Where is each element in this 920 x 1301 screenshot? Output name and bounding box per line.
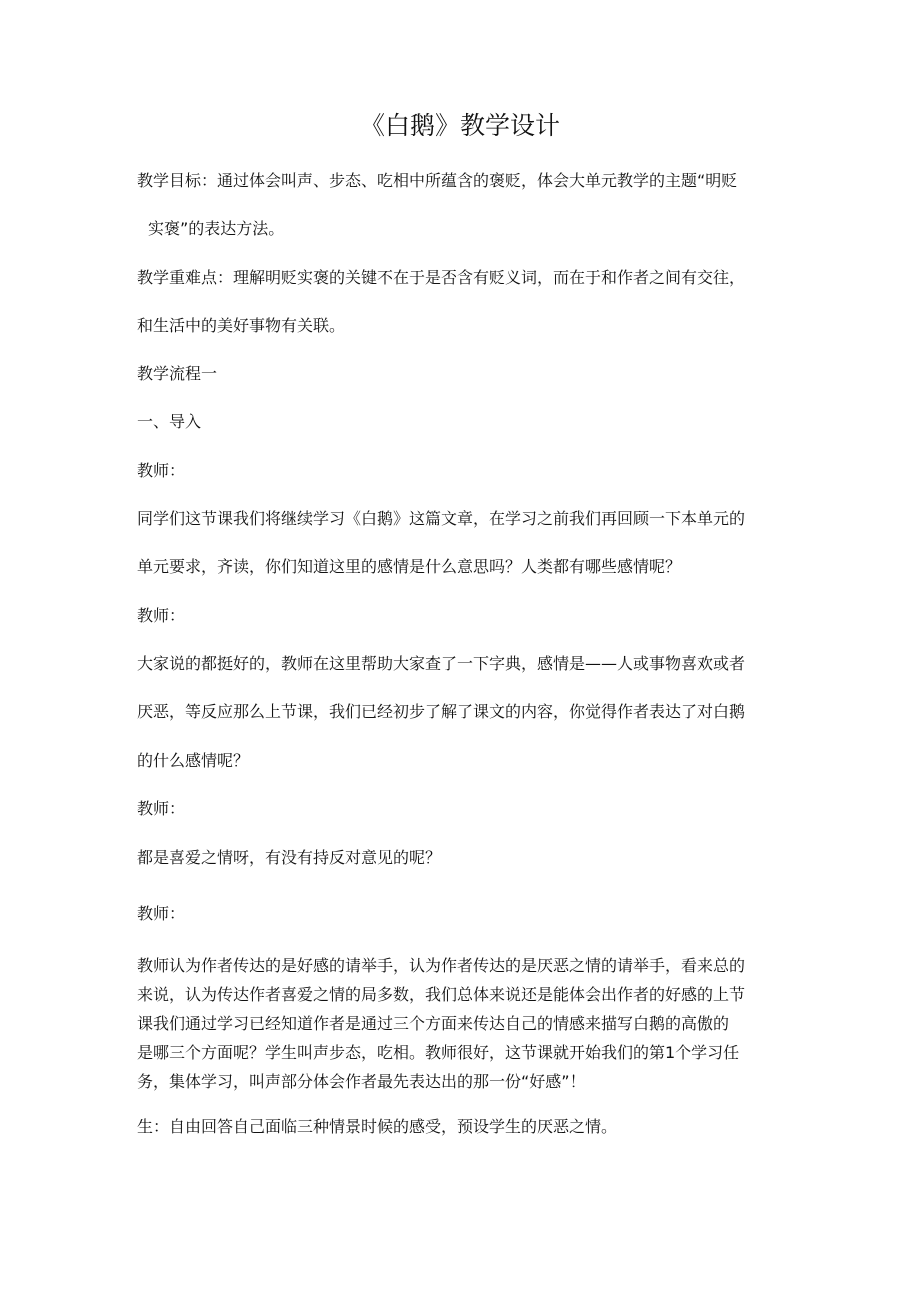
- paragraph-line: 单元要求，齐读，你们知道这里的感情是什么意思吗？人类都有哪些感情呢？: [137, 557, 682, 576]
- paragraph-line: 教师认为作者传达的是好感的请举手，认为作者传达的是厌恶之情的请举手，看来总的: [137, 956, 746, 975]
- teacher-label: 教师：: [137, 904, 186, 923]
- paragraph-line: 务，集体学习，叫声部分体会作者最先表达出的那一份“好感”！: [137, 1072, 586, 1091]
- paragraph-line: 都是喜爱之情呀，有没有持反对意见的呢？: [137, 848, 442, 867]
- paragraph-line: 是哪三个方面呢？学生叫声步态，吃相。教师很好，这节课就开始我们的第1个学习任: [137, 1043, 740, 1062]
- document-title: 《白鹅》教学设计: [359, 111, 560, 140]
- keypoint-line-1: 教学重难点：理解明贬实褒的关键不在于是否含有贬义词，而在于和作者之间有交往，: [137, 268, 746, 287]
- paragraph-line: 厌恶，等反应那么上节课，我们已经初步了解了课文的内容，你觉得作者表达了对白鹅: [137, 702, 746, 721]
- teacher-label: 教师：: [137, 461, 186, 480]
- paragraph-line: 来说，认为传达作者喜爱之情的局多数，我们总体来说还是能体会出作者的好感的上节: [137, 985, 746, 1004]
- teacher-label: 教师：: [137, 606, 186, 625]
- paragraph-line: 大家说的都挺好的，教师在这里帮助大家查了一下字典，感情是——人或事物喜欢或者: [137, 654, 746, 673]
- objective-line-2: 实褒”的表达方法。: [148, 219, 285, 238]
- teacher-label: 教师：: [137, 799, 186, 818]
- paragraph-line: 的什么感情呢？: [137, 751, 250, 770]
- section-heading-intro: 一、导入: [137, 412, 202, 431]
- keypoint-line-2: 和生活中的美好事物有关联。: [137, 316, 346, 335]
- paragraph-line: 同学们这节课我们将继续学习《白鹅》这篇文章，在学习之前我们再回顾一下本单元的: [137, 509, 746, 528]
- paragraph-line: 课我们通过学习已经知道作者是通过三个方面来传达自己的情感来描写白鹅的高傲的: [137, 1014, 730, 1033]
- student-response-line: 生：自由回答自己面临三种情景时候的感受，预设学生的厌恶之情。: [137, 1117, 618, 1136]
- process-heading: 教学流程一: [137, 364, 218, 383]
- objective-line-1: 教学目标：通过体会叫声、步态、吃相中所蕴含的褒贬，体会大单元教学的主题“明贬: [137, 171, 738, 190]
